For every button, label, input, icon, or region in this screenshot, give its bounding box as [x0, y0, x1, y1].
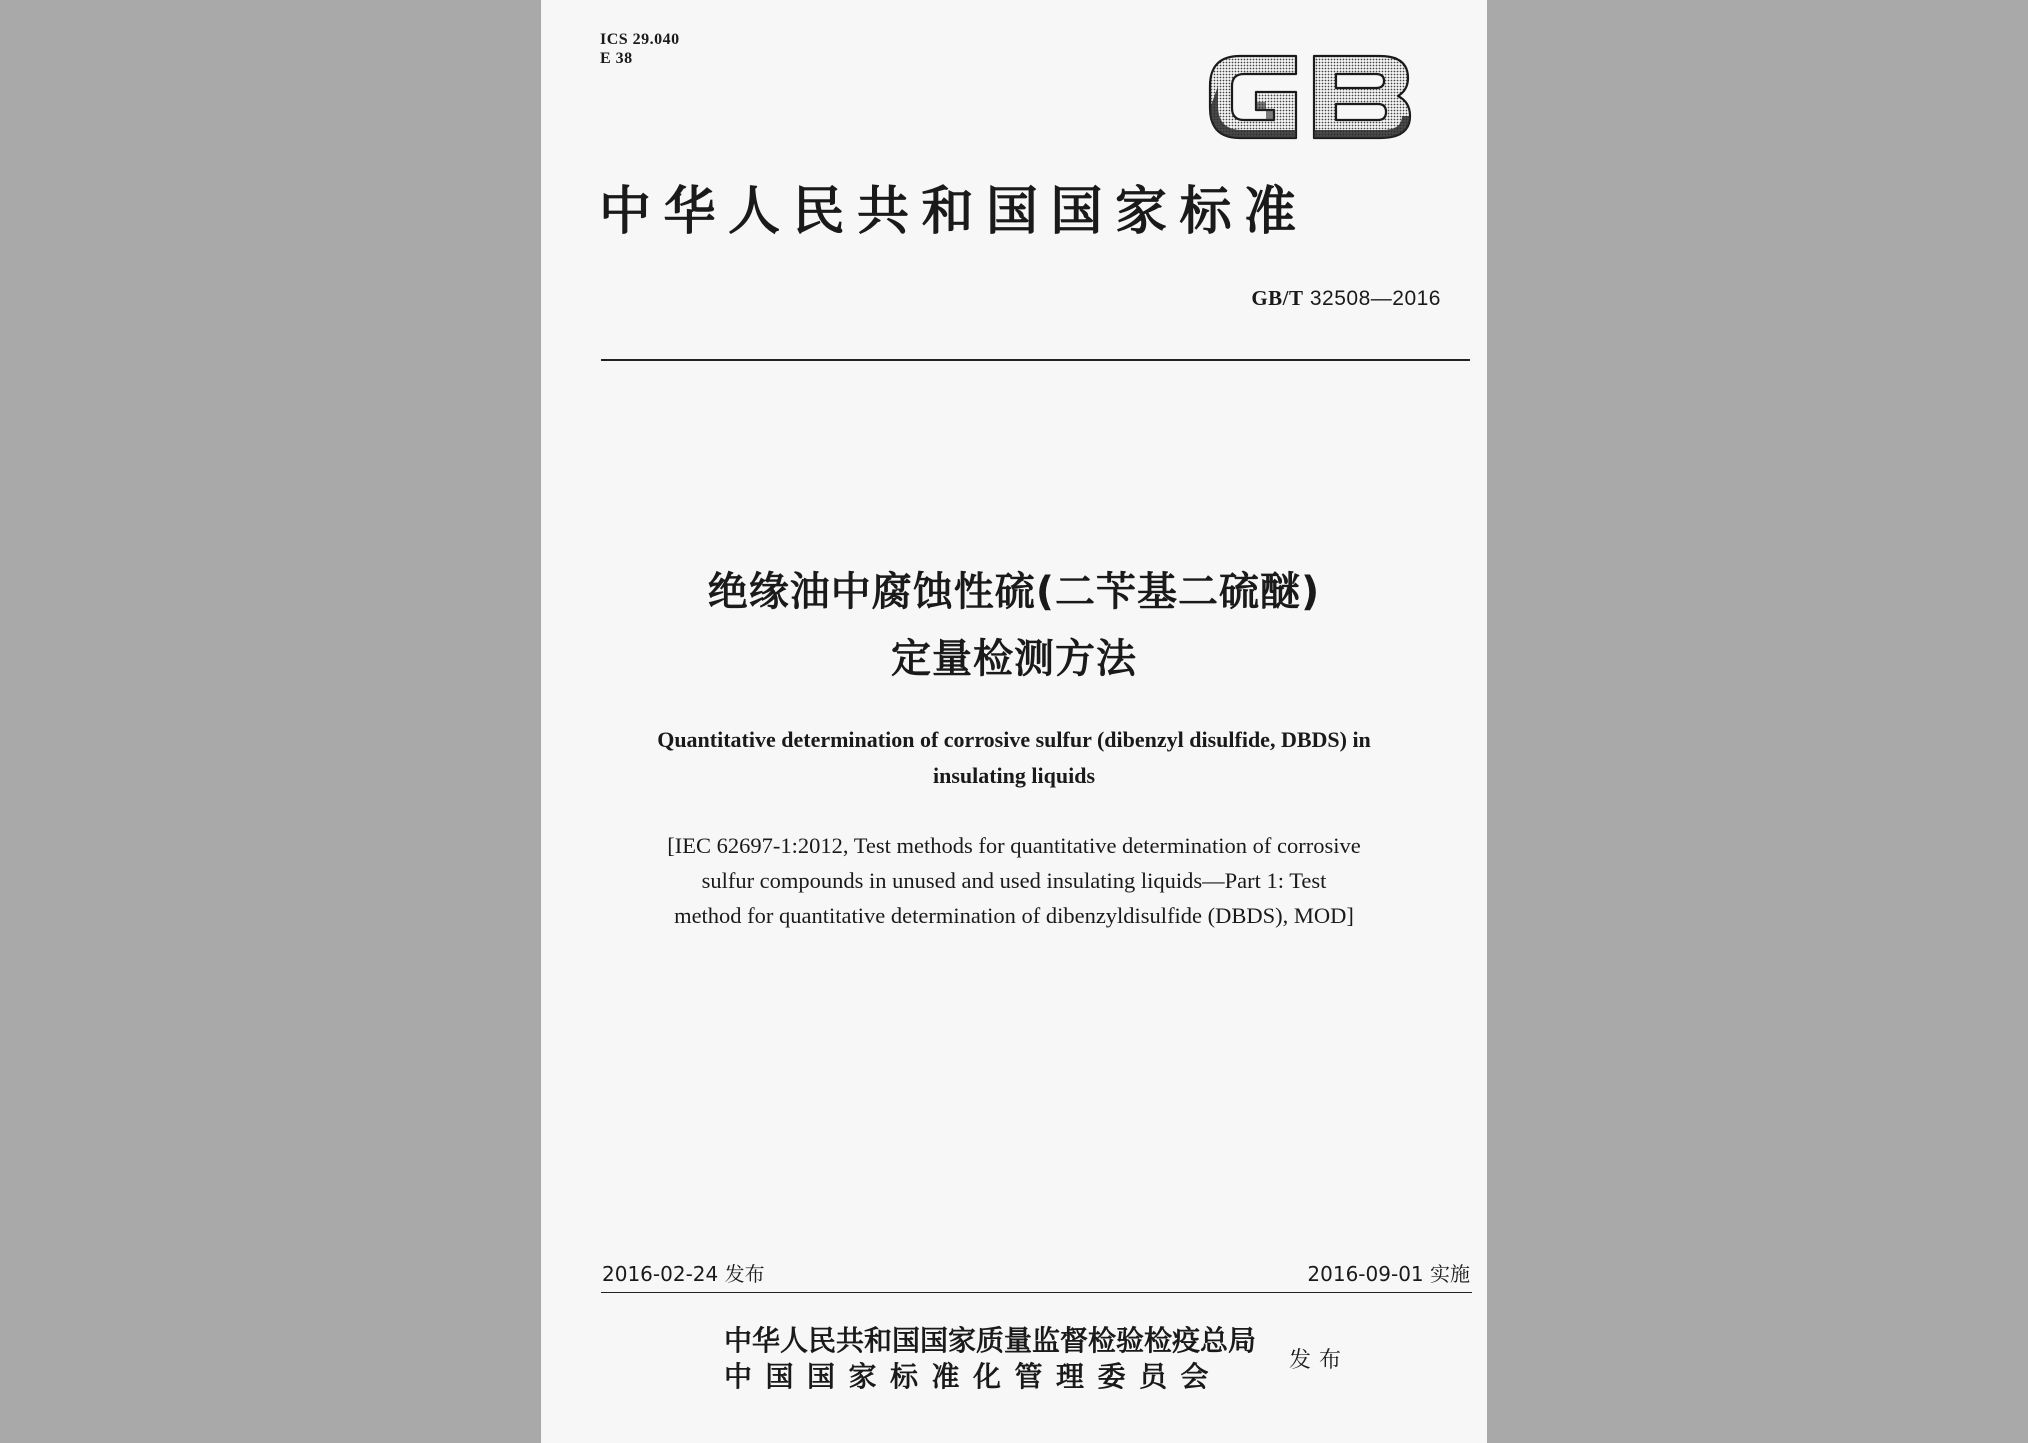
issuer-line-1: 中华人民共和国国家质量监督检验检疫总局 [724, 1324, 1257, 1357]
implement-date: 2016-09-01 实施 [1307, 1262, 1470, 1286]
english-title-line-2: insulating liquids [932, 763, 1096, 788]
national-standard-title: 中华人民共和国国家标准 [599, 181, 1309, 242]
reference-line-2: sulfur compounds in unused and used insulating liquids—Part 1: Test [701, 868, 1327, 893]
standard-number-prefix: GB/T [1251, 286, 1304, 310]
document-page [541, 0, 1487, 1443]
chinese-title-line-2: 定量检测方法 [891, 636, 1137, 682]
footer-divider [601, 1292, 1472, 1293]
publish-date: 2016-02-24 发布 [602, 1262, 765, 1286]
gb-logo-icon [1204, 46, 1414, 148]
reference-line-1: [IEC 62697-1:2012, Test methods for quantitative determination of corrosive [667, 833, 1361, 858]
issue-label: 发布 [1289, 1348, 1350, 1373]
reference-line-3: method for quantitative determination of dibenzyldisulfide (DBDS), MOD] [674, 903, 1354, 928]
ics-code: ICS 29.040 [600, 31, 680, 48]
issuer-line-2: 中国国家标准化管理委员会 [724, 1360, 1223, 1393]
classification-code: E 38 [600, 50, 633, 67]
english-title-line-1: Quantitative determination of corrosive sulfur (dibenzyl disulfide, DBDS) in [657, 727, 1371, 752]
standard-number-value: 32508—2016 [1309, 287, 1441, 310]
header-divider [601, 359, 1470, 361]
chinese-title-line-1: 绝缘油中腐蚀性硫(二苄基二硫醚) [707, 569, 1321, 615]
standard-number [1251, 285, 1441, 312]
